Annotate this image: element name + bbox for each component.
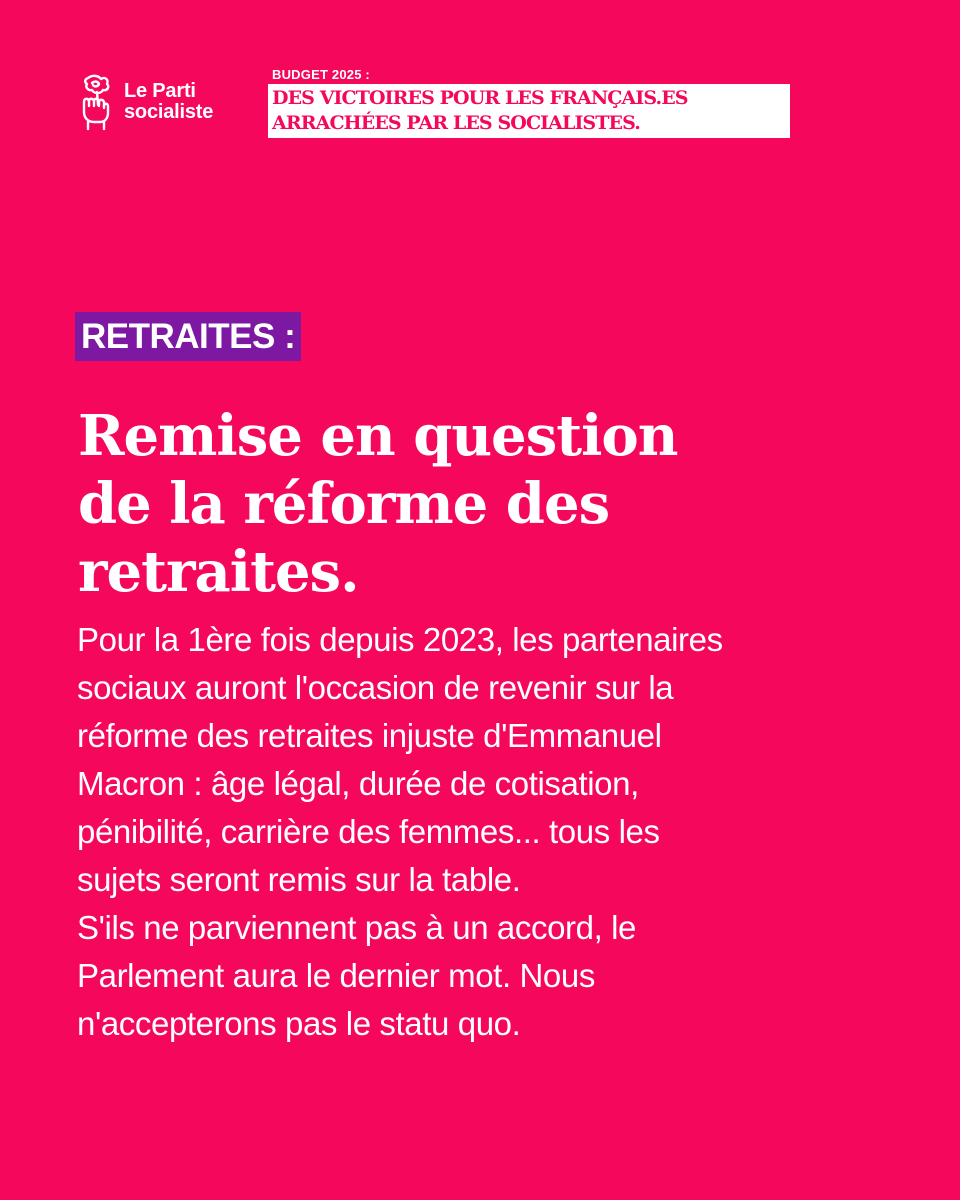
budget-kicker: BUDGET 2025 : xyxy=(272,67,370,82)
party-name-line2: socialiste xyxy=(124,101,214,123)
body-line: réforme des retraites injuste d'Emmanuel xyxy=(77,717,662,754)
body-line: pénibilité, carrière des femmes... tous les xyxy=(77,813,660,850)
headline-line-2: ARRACHÉES PAR LES SOCIALISTES. xyxy=(272,112,640,134)
body-line: sociaux auront l'occasion de revenir sur la xyxy=(77,669,674,706)
body-line: Parlement aura le dernier mot. Nous xyxy=(77,957,595,994)
party-logo xyxy=(74,72,246,132)
title-line: retraites. xyxy=(78,539,359,605)
section-title xyxy=(78,402,918,606)
body-line: Pour la 1ère fois depuis 2023, les partenaires xyxy=(77,621,723,658)
section-tag: RETRAITES : xyxy=(75,312,301,361)
body-line: Macron : âge légal, durée de cotisation, xyxy=(77,765,639,802)
title-line: de la réforme des xyxy=(78,471,610,537)
party-name xyxy=(124,81,213,123)
headline-banner xyxy=(268,84,790,138)
body-paragraph xyxy=(77,616,937,1048)
body-line: S'ils ne parviennent pas à un accord, le xyxy=(77,909,636,946)
party-name-line1: Le Parti xyxy=(124,80,196,102)
body-line: n'accepterons pas le statu quo. xyxy=(77,1005,521,1042)
headline-line-1: DES VICTOIRES POUR LES FRANÇAIS.ES xyxy=(272,87,688,109)
body-line: sujets seront remis sur la table. xyxy=(77,861,521,898)
rose-fist-icon xyxy=(74,72,120,132)
title-line: Remise en question xyxy=(78,403,678,469)
